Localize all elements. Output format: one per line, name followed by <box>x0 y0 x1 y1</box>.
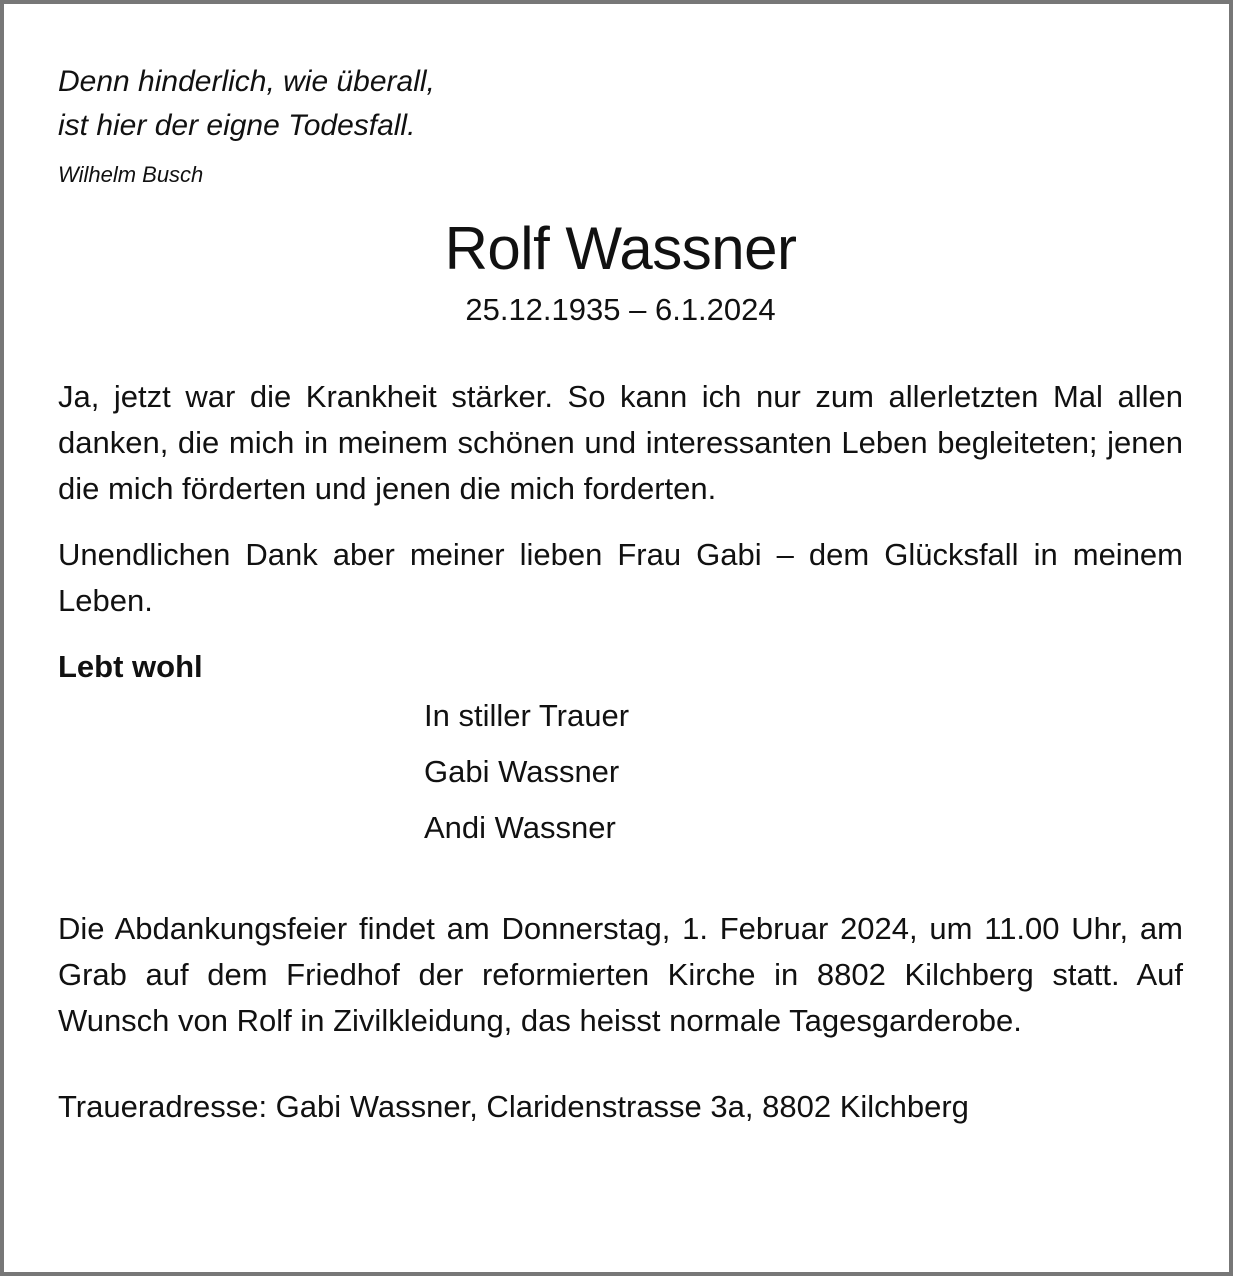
mourning-address: Traueradresse: Gabi Wassner, Claridenstrasse 3a, 8802 Kilchberg <box>58 1089 969 1124</box>
quote-line-2: ist hier der eigne Todesfall. <box>58 109 416 142</box>
mourners-intro: In stiller Trauer <box>424 698 630 733</box>
mourners <box>424 688 1183 856</box>
life-dates: 25.12.1935 – 6.1.2024 <box>465 292 776 327</box>
mourner-name: Andi Wassner <box>424 810 616 845</box>
quote <box>58 60 1183 148</box>
quote-author: Wilhelm Busch <box>58 162 204 187</box>
deceased-name: Rolf Wassner <box>444 215 797 282</box>
obituary-content <box>58 60 1183 1130</box>
message-paragraph-2: Unendlichen Dank aber meiner lieben Frau Gabi – dem Glücksfall in meinem Leben. <box>58 537 1183 618</box>
farewell: Lebt wohl <box>58 649 203 684</box>
quote-line-1: Denn hinderlich, wie überall, <box>58 65 435 98</box>
message-paragraph-1: Ja, jetzt war die Krankheit stärker. So kann ich nur zum allerletzten Mal allen danken, die mich in meinem schönen und interessanten Leben begleiteten; jenen die mich förderten und jenen die mich forderten. <box>58 379 1183 506</box>
mourner-name: Gabi Wassner <box>424 754 620 789</box>
ceremony-info: Die Abdankungsfeier findet am Donnerstag, 1. Februar 2024, um 11.00 Uhr, am Grab auf dem Friedhof der reformierten Kirche in 8802 Kilchberg statt. Auf Wunsch von Rolf in Zivilkleidung, das heisst normale Tagesgarderobe. <box>58 911 1183 1038</box>
